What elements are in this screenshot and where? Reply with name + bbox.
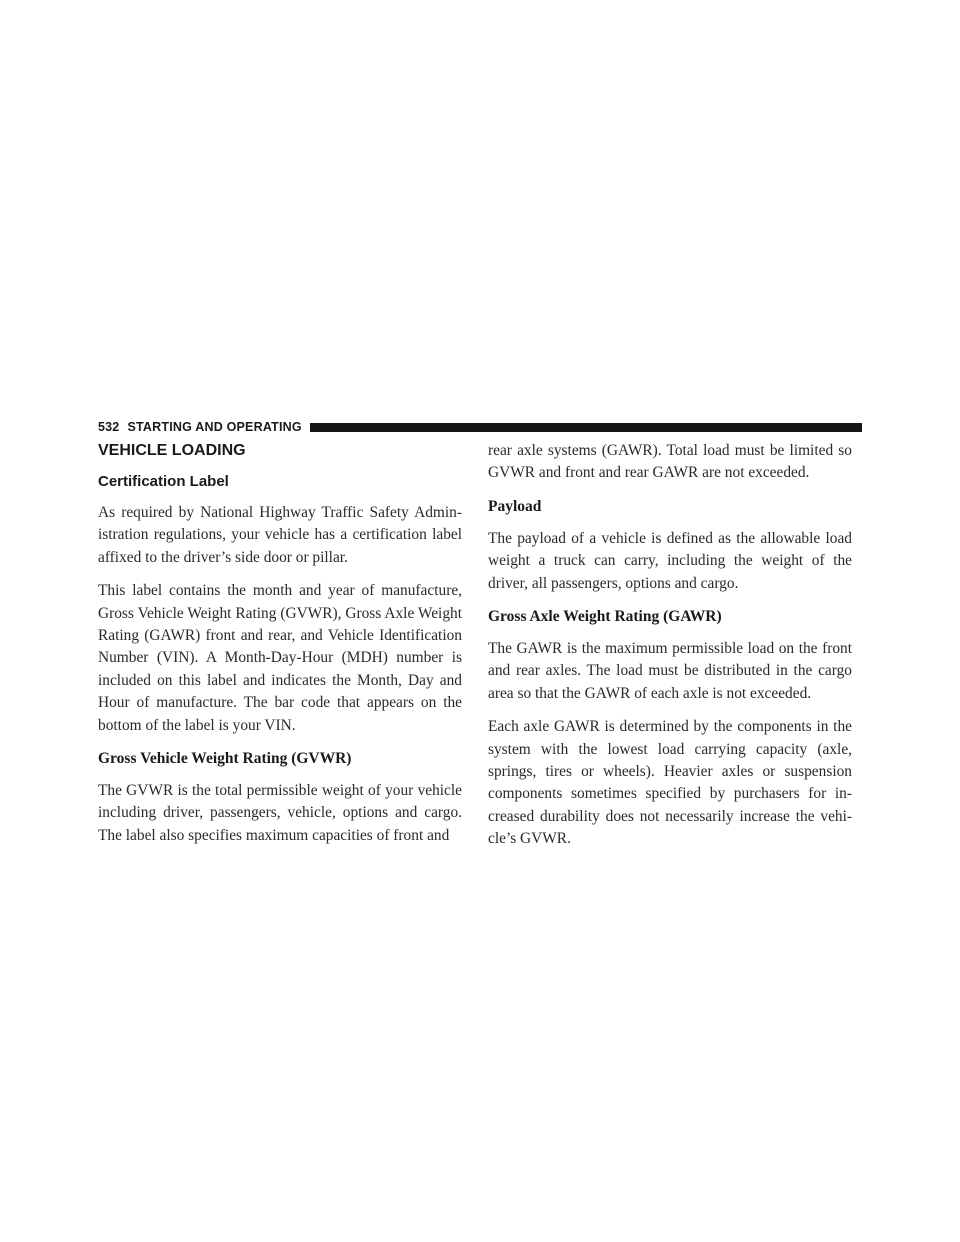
paragraph-gawr-definition: The GAWR is the maximum permissible load on the front and rear axles. The load must be distributed in the cargo area so that the GAWR of each axle is not exceeded. <box>488 640 852 702</box>
page-header <box>98 420 862 434</box>
paragraph-gawr-components: Each axle GAWR is determined by the components in the system with the lowest load carrying capacity (axle, springs, tires or wheels). Heavier axles or suspension components sometimes specified by purchasers for in-creased durability does not necessarily increase the vehi-cle’s GVWR. <box>488 718 852 848</box>
section-name: STARTING AND OPERATING <box>127 420 302 434</box>
paragraph-gvwr: The GVWR is the total permissible weight of your vehicle including driver, passengers, vehicle, options and cargo. The label also specifies maximum capacities of front and <box>98 782 462 844</box>
gvwr-heading: Gross Vehicle Weight Rating (GVWR) <box>98 750 352 768</box>
section-title: VEHICLE LOADING <box>98 442 246 459</box>
right-column <box>488 440 852 862</box>
paragraph-label-contents: This label contains the month and year of manufacture, Gross Vehicle Weight Rating (GVWR), Gross Axle Weight Rating (GAWR) front and rear, and Vehicle Identification Number (VIN). A Month-Day-Hour (MDH) number is included on this label and indicates the Month, Day and Hour of manufacture. The bar code that appears on the bottom of the label is your VIN. <box>98 582 462 734</box>
header-rule <box>310 423 862 432</box>
page-number: 532 <box>98 420 120 434</box>
gawr-heading: Gross Axle Weight Rating (GAWR) <box>488 608 722 626</box>
left-column <box>98 440 462 858</box>
payload-heading: Payload <box>488 497 542 515</box>
certification-label-heading: Certification Label <box>98 473 229 490</box>
paragraph-certification: As required by National Highway Traffic Safety Admin-istration regulations, your vehicle has a certification label affixed to the driver’s side door or pillar. <box>98 504 462 566</box>
paragraph-gvwr-continued: rear axle systems (GAWR). Total load must be limited so GVWR and front and rear GAWR are not exceeded. <box>488 442 852 482</box>
paragraph-payload: The payload of a vehicle is defined as the allowable load weight a truck can carry, including the weight of the driver, all passengers, options and cargo. <box>488 529 852 592</box>
